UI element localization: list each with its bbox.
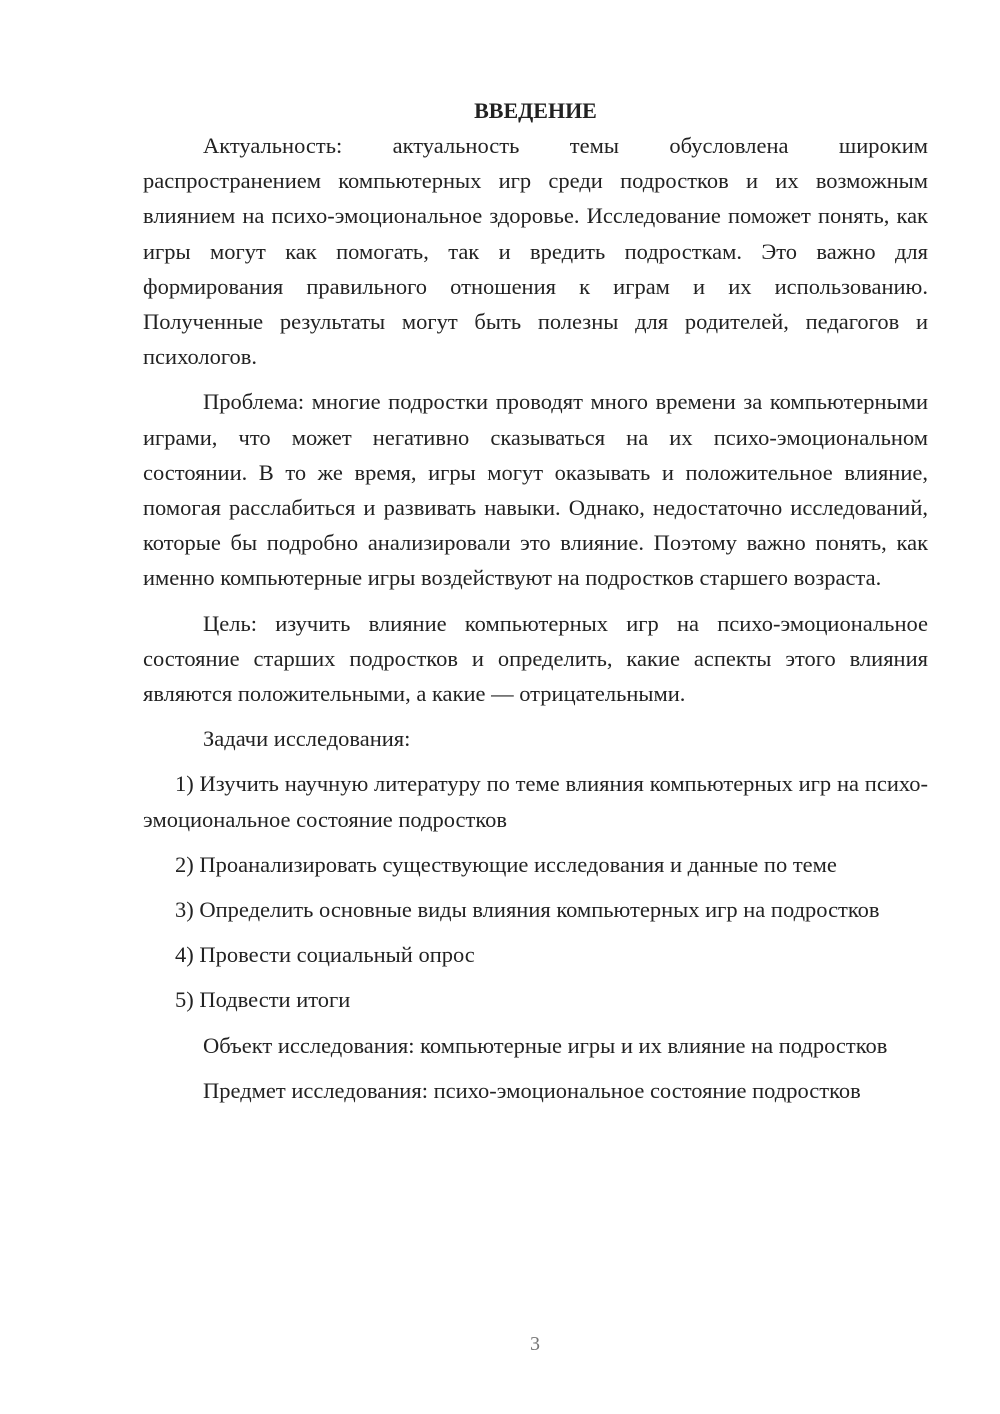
task-item-2: 2) Проанализировать существующие исследования и данные по теме <box>175 851 837 877</box>
task-item-1: 1) Изучить научную литературу по теме влияния компьютерных игр на психо-эмоциональное состояние подростков <box>143 771 928 832</box>
task-item-4: 4) Провести социальный опрос <box>175 942 475 968</box>
task-item-5: 5) Подвести итоги <box>175 987 351 1013</box>
page-content <box>143 96 928 1118</box>
relevance-paragraph: Актуальность: актуальность темы обусловлена широким распространением компьютерных игр среди подростков и их возможным влиянием на психо-эмоциональное здоровье. Исследование поможет понять, как игры могут как помогать, так и вредить подросткам. Это важно для формирования правильного отношения к играм и их использованию. Полученные результаты могут быть полезны для родителей, педагогов и психологов. <box>143 133 928 370</box>
object-paragraph: Объект исследования: компьютерные игры и их влияние на подростков <box>203 1032 888 1058</box>
tasks-title: Задачи исследования: <box>203 726 411 752</box>
document-heading: ВВЕДЕНИЕ <box>474 98 597 123</box>
subject-paragraph: Предмет исследования: психо-эмоциональное состояние подростков <box>203 1077 861 1103</box>
problem-paragraph: Проблема: многие подростки проводят много времени за компьютерными играми, что может негативно сказываться на их психо-эмоциональном состоянии. В то же время, игры могут оказывать и положительное влияние, помогая расслабиться и развивать навыки. Однако, недостаточно исследований, которые бы подробно анализировали это влияние. Поэтому важно понять, как именно компьютерные игры воздействуют на подростков старшего возраста. <box>143 389 928 591</box>
page-number: 3 <box>530 1333 540 1355</box>
task-item-3: 3) Определить основные виды влияния компьютерных игр на подростков <box>175 897 880 923</box>
goal-paragraph: Цель: изучить влияние компьютерных игр на психо-эмоциональное состояние старших подростков и определить, какие аспекты этого влияния являются положительными, а какие — отрицательными. <box>143 610 928 707</box>
